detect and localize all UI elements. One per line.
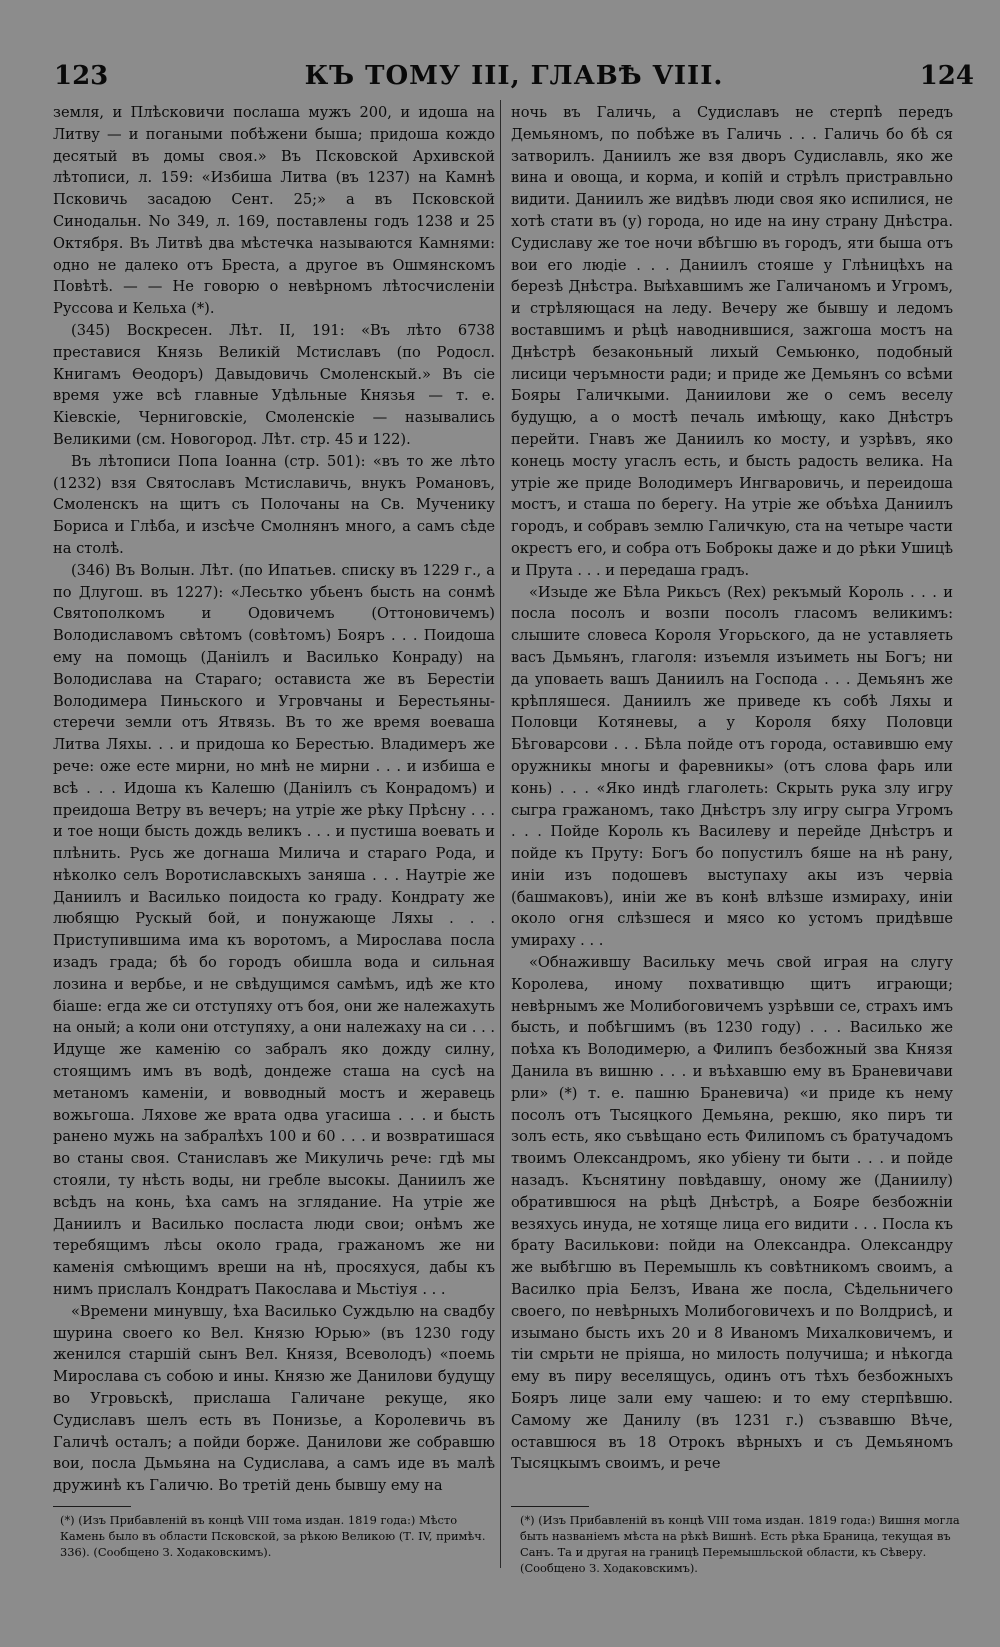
page-number-left: 123: [54, 61, 109, 91]
right-text-column: [511, 102, 953, 1568]
footnote-rule-right: [511, 1506, 589, 1507]
paragraph: «Изыде же Бѣла Рикьсъ (Rex) рекъмый Король . . . и посла посолъ и возпи посолъ гласомъ великимъ: слышите словеса Короля Угорьского, да не уставляеть васъ Дьмьянъ, глаголя: изъемля изъиметь ны Богъ; ни да уповаеть вашъ Даниилъ на Господа . . . Демьянъ же крѣпляшеся. Даниилъ же приведе къ собѣ Ляхы и Половци Котяневы, а у Короля бяху Половци Бѣговарсови . . . Бѣла пойде отъ города, оставившю ему оружникы многы и фаревникы» (отъ слова фарь или конь) . . . «Яко индѣ глаголеть: Скрыть рука злу игру сыгра гражаномъ, тако Днѣстръ злу игру сыгра Угромъ . . . Пойде Король къ Василеву и перейде Днѣстръ и пойде къ Пруту: Богъ бо попустилъ бяше на нѣ рану, иніи изъ подошевъ выступаху акы изъ червіа (башмаковъ), иніи же въ конѣ влѣзше измираху, иніи около огня слѣзшеся и мясо ко устомъ придѣвше умираху . . .: [511, 583, 953, 950]
running-header: [54, 58, 974, 94]
page-number-right: 124: [919, 61, 974, 91]
left-text-column: [53, 102, 495, 1568]
running-title: КЪ ТОМУ III, ГЛАВѢ VIII.: [304, 61, 724, 91]
paragraph: (345) Воскресен. Лѣт. II, 191: «Въ лѣто 6738 преставися Князь Великій Мстиславъ (по Родосл. Книгамъ Ѳеодоръ) Давыдовичь Смоленскый.» Въ сіе время уже всѣ главные Удѣльные Князья — т. е. Кіевскіе, Черниговскіе, Смоленскіе — назывались Великими (см. Новогород. Лѣт. стр. 45 и 122).: [53, 321, 495, 448]
paragraph: земля, и Плѣсковичи послаша мужъ 200, и идоша на Литву — и погаными побѣжени быша; придоша кождо десятый въ домы своя.» Въ Псковской Архивской лѣтописи, л. 159: «Избиша Литва (въ 1237) на Камнѣ Псковичь засадою Сент. 25;» а въ Псковской Синодальн. No 349, л. 169, поставлены годъ 1238 и 25 Октября. Въ Литвѣ два мѣстечка называются Камнями: одно не далеко отъ Бреста, а другое въ Ошмянскомъ Повѣтѣ. — — Не говорю о невѣрномъ лѣтосчисленіи Руссова и Кельха (*).: [53, 104, 495, 318]
paragraph: «Обнажившу Васильку мечь свой играя на слугу Королева, иному похвативщю щитъ играющи; невѣрнымъ же Молибоговичемъ узрѣвши се, страхъ имъ бысть, и побѣгшимъ (въ 1230 году) . . . Василько же поѣха къ Володимерю, а Филипъ безбожный зва Князя Данила въ вишню . . . и въѣхавшю ему въ Браневичави рли» (*) т. е. пашню Браневича) «и приде къ нему посолъ отъ Тысяцкого Демьяна, рекшю, яко пиръ ти золъ есть, яко съвѣщано есть Филипомъ съ братучадомъ твоимъ Олександромъ, яко убіену ти быти . . . и пойде назадъ. Къснятину повѣдавшу, оному же (Даниилу) обратившюся на рѣцѣ Днѣстрѣ, а Бояре безбожніи везяхусь инуда, не хотяще лица его видити . . . Посла къ брату Василькови: пойди на Олександра. Олександру же выбѣгшю въ Перемышль къ совѣтникомъ своимъ, а Василко пріа Белзъ, Ивана же посла, Сѣдельничего своего, по невѣрныхъ Молибоговичехъ и по Волдрисѣ, и изымано бысть ихъ 20 и 8 Иваномъ Михалковичемъ, и тіи смрьти не пріяша, но милость получиша; и нѣкогда ему въ пиру веселящусь, одинъ отъ тѣхъ безбожныхъ Бояръ лице зали ему чашею: и то ему стерпѣвшю. Самому же Данилу (въ 1231 г.) съзвавшю Вѣче, оставшюся въ 18 Отрокъ вѣрныхъ и съ Демьяномъ Тысяцкымъ своимъ, и рече: [511, 954, 953, 1473]
footnote-left: (*) (Изъ Прибавленій въ концѣ VIII тома издан. 1819 года:) Мѣсто Камень было въ области Псковской, за рѣкою Великою (Т. IV, примѣч. 336). (Сообщено З. Ходаковскимъ).: [60, 1513, 486, 1559]
paragraph: Въ лѣтописи Попа Іоанна (стр. 501): «въ то же лѣто (1232) взя Святославъ Мстиславичь, внукъ Романовъ, Смоленскъ на щитъ съ Полочаны на Св. Мученику Бориса и Глѣба, и изсѣче Смолнянъ много, а самъ сѣде на столѣ.: [53, 452, 495, 557]
paragraph: «Времени минувшу, ѣха Василько Суждьлю на свадбу шурина своего ко Вел. Князю Юрью» (въ 1230 году женился старшій сынъ Вел. Князя, Всеволодъ) «поемь Мирослава съ собою и ины. Князю же Данилови будущу во Угровьскѣ, прислаша Галичане рекуще, яко Судиславъ шелъ есть въ Понизье, а Королевичь въ Галичѣ осталъ; а пойди борже. Данилови же собравшю вои, посла Дьмьяна на Судислава, а самъ иде въ малѣ дружинѣ къ Галичю. Во третій день бывшу ему на: [53, 1302, 495, 1495]
column-divider: [500, 100, 501, 1568]
footnote-rule-left: [53, 1506, 131, 1507]
footnote-right: (*) (Изъ Прибавленій въ концѣ VIII тома издан. 1819 года:) Вишня могла быть названіемъ мѣста на рѣкѣ Вишнѣ. Есть рѣка Браница, текущая въ Санъ. Та и другая на границѣ Перемышльской области, къ Сѣверу. (Сообщено З. Ходаковскимъ).: [520, 1513, 960, 1575]
paragraph: ночь въ Галичь, а Судиславъ не стерпѣ передъ Демьяномъ, по побѣже въ Галичь . . . Галичь бо бѣ ся затворилъ. Даниилъ же взя дворъ Судиславль, яко же вина и овоща, и корма, и копій и стрѣлъ пристравльно видити. Даниилъ же видѣвъ люди своя яко испилися, не хотѣ стати въ (у) города, но иде на ину страну Днѣстра. Судиславу же тое ночи вбѣгшю въ городъ, яти быша отъ вои его людіе . . . Даниилъ стояше у Глѣницѣхъ на березѣ Днѣстра. Выѣхавшимъ же Галичаномъ и Угромъ, и стрѣляющася на леду. Вечеру же бывшу и ледомъ воставшимъ и рѣцѣ наводнившися, зажгоша мостъ на Днѣстрѣ безаконьный лихый Семьюнко, подобный лисици черъмности ради; и приде же Демьянъ со всѣми Бояры Галичкыми. Даниилови же о семъ веселу будущю, а о мостѣ печаль имѣющу, како Днѣстръ перейти. Гнавъ же Даниилъ ко мосту, и узрѣвъ, яко конець мосту угаслъ есть, и бысть радость велика. На утріе же приде Володимеръ Ингваровичь, и переидоша мостъ, и сташа по берегу. На утріе же объѣха Даниилъ городъ, и собравъ землю Галичкую, ста на четыре части окрестъ его, и собра отъ Боброкы даже и до рѣки Ушицѣ и Прута . . . и передаша градъ.: [511, 104, 953, 579]
paragraph: (346) Въ Волын. Лѣт. (по Ипатьев. списку въ 1229 г., а по Длугош. въ 1227): «Лесьтко убьенъ бысть на сонмѣ Святополкомъ и Одовичемъ (Оттоновичемъ) Володиславомъ свѣтомъ (совѣтомъ) Бояръ . . . Поидоша ему на помощь (Даніилъ и Василько Конраду) на Володислава на Стараго; остависта же въ Берестіи Володимера Пиньского и Угровчаны и Берестьяны- стеречи земли отъ Ятвязь. Въ то же время воеваша Литва Ляхы. . . и придоша ко Берестью. Владимеръ же рече: оже есте мирни, но мнѣ не мирни . . . и избиша е всѣ . . . Идоша къ Калешю (Даніилъ съ Конрадомъ) и преидоша Ветру въ вечеръ; на утріе же рѣку Прѣсну . . . и тое нощи бысть дождь великъ . . . и пустиша воевать и плѣнить. Русь же догнаша Милича и стараго Рода, и нѣколко селъ Воротиславскыхъ заняша . . . Наутріе же Даниилъ и Василько поидоста ко граду. Кондрату же любящю Рускый бой, и понужающе Ляхы . . . Приступившима има къ воротомъ, а Мирослава посла изадъ града; бѣ бо городъ обишла вода и сильная лозина и вербье, и не свѣдущимся самѣмъ, идѣ же кто біаше: егда же си отступяху отъ боя, они же належахуть на оный; а коли они отступяху, а они належаху на си . . . Идуще же каменію со забралъ яко дожду силну, стоящимъ имъ въ водѣ, дондеже сташа на сусѣ на метаномъ каменіи, и вовводный мостъ и жеравець вожьгоша. Ляхове же врата одва угасиша . . . и бысть ранено мужь на забралѣхъ 100 и 60 . . . и возвратишася во станы своя. Станиславъ же Микуличь рече: гдѣ мы стояли, ту нѣсть воды, ни гребле высокы. Даниилъ же всѣдъ на конь, ѣха самъ на зглядание. На утріе же Даниилъ и Василько посласта люди свои; онѣмъ же теребящимъ лѣсы около града, гражаномъ же ни каменія смѣющимъ вреши на нѣ, просяхуся, дабы къ нимъ прислалъ Кондратъ Пакослава и Мьстіуя . . .: [53, 561, 495, 1299]
